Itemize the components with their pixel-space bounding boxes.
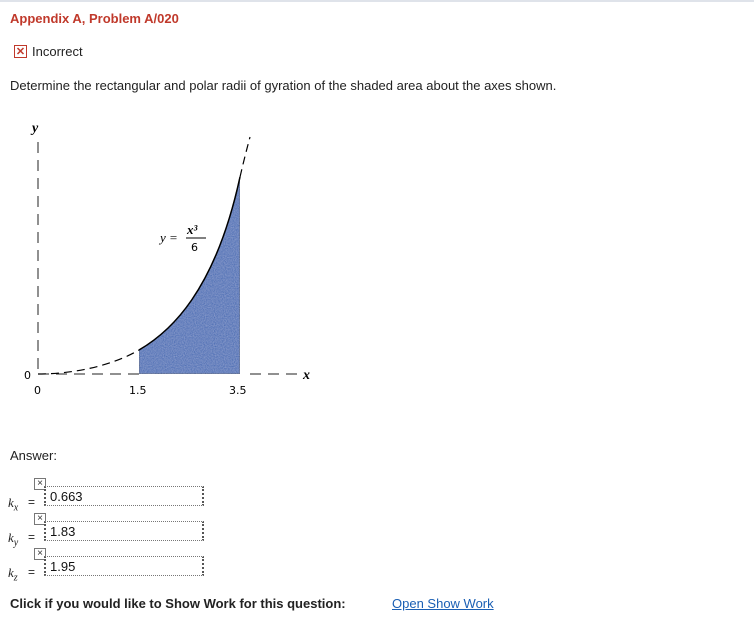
x-mark-icon: ✕	[15, 46, 26, 58]
kx-input[interactable]	[44, 486, 204, 506]
origin-label-y: 0	[24, 369, 31, 382]
tick-label-b: 3.5	[229, 384, 247, 397]
variable-kx	[8, 495, 18, 514]
figure-svg	[10, 112, 320, 407]
tick-label-a: 1.5	[129, 384, 147, 397]
var-symbol: k	[8, 565, 14, 580]
curve-dashed-lower	[38, 350, 139, 374]
var-subscript: z	[13, 572, 18, 584]
incorrect-mark-icon: ×	[34, 548, 46, 560]
equals-sign: =	[28, 565, 36, 579]
status-indicator	[14, 44, 83, 59]
question-text: Determine the rectangular and polar radii of gyration of the shaded area about the axes shown.	[10, 78, 557, 93]
equals-sign: =	[28, 530, 36, 544]
incorrect-mark-icon: ×	[34, 478, 46, 490]
status-text: Incorrect	[32, 44, 83, 59]
equation-denominator: 6	[191, 241, 198, 254]
problem-title: Appendix A, Problem A/020	[10, 11, 179, 26]
var-symbol: k	[8, 530, 14, 545]
x-axis-label: x	[303, 368, 310, 383]
show-work-prompt: Click if you would like to Show Work for this question:	[10, 596, 346, 611]
shaded-area	[139, 177, 240, 374]
answer-label: Answer:	[10, 448, 57, 463]
open-show-work-link[interactable]: Open Show Work	[392, 596, 494, 611]
top-divider	[0, 0, 754, 2]
curve-dashed-upper	[240, 137, 250, 177]
problem-figure	[10, 112, 320, 412]
incorrect-mark-icon: ×	[34, 513, 46, 525]
var-subscript: y	[13, 537, 19, 549]
variable-kz	[8, 565, 18, 584]
y-axis-label: y	[32, 121, 39, 136]
var-subscript: x	[13, 502, 19, 514]
equation-numerator: x³	[187, 222, 198, 237]
ky-input[interactable]	[44, 521, 204, 541]
equation-lhs: y =	[160, 230, 178, 245]
variable-ky	[8, 530, 18, 549]
equals-sign: =	[28, 495, 36, 509]
origin-label-x: 0	[34, 384, 41, 397]
kz-input[interactable]	[44, 556, 204, 576]
var-symbol: k	[8, 495, 14, 510]
